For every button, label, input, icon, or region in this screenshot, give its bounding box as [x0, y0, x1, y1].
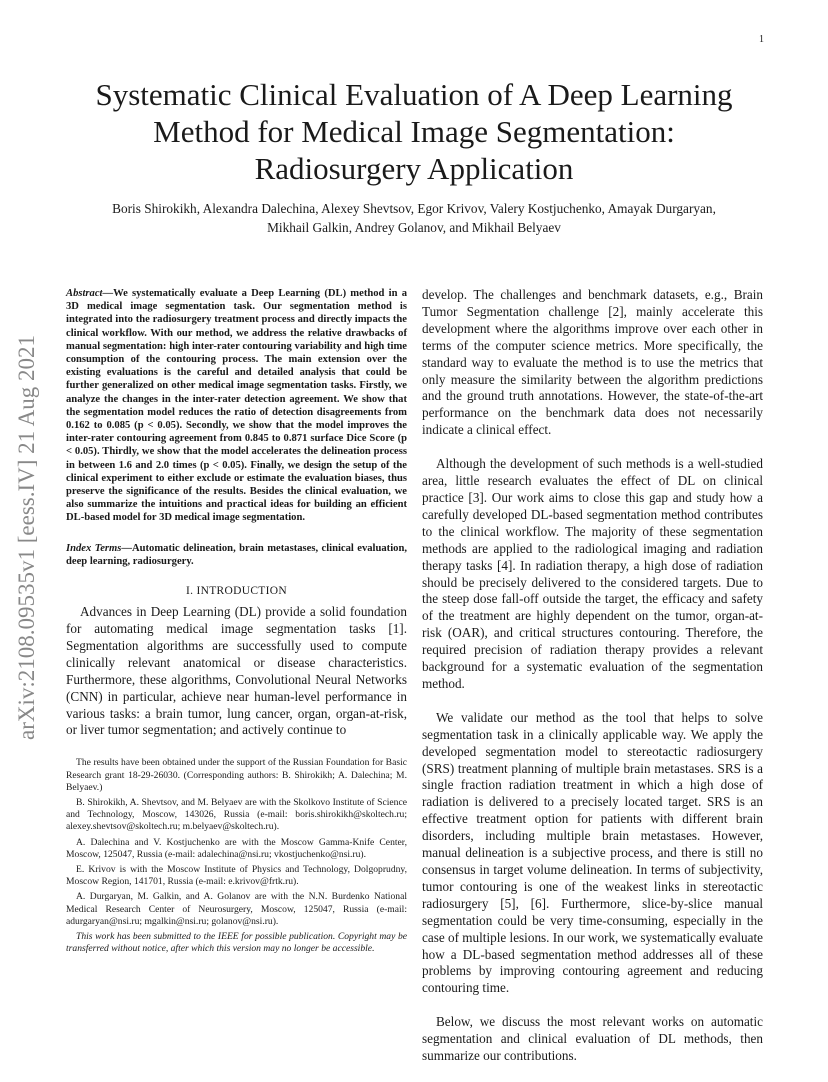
index-terms-lead: Index Terms	[66, 542, 122, 554]
footnote: B. Shirokikh, A. Shevtsov, and M. Belyaev are with the Skolkovo Institute of Science and Technology, Moscow, 143026, Russia (e-mail: boris.shirokikh@skoltech.ru; alexey.shevtsov@skoltech.ru; m.belyaev@skoltech.ru).	[66, 796, 407, 833]
arxiv-identifier-stamp: arXiv:2108.09535v1 [eess.IV] 21 Aug 2021	[14, 334, 39, 740]
footnote: A. Durgaryan, M. Galkin, and A. Golanov are with the N.N. Burdenko National Medical Research Center of Neurosurgery, Moscow, 125047, Russia (e-mail: adurgaryan@nsi.ru; mgalkin@nsi.ru; golanov@nsi.ru).	[66, 891, 407, 927]
footnotes	[66, 757, 407, 955]
abstract	[66, 287, 407, 525]
authors-line: Boris Shirokikh, Alexandra Dalechina, Alexey Shevtsov, Egor Krivov, Valery Kostjuchenko, Amayak Durgaryan,	[112, 201, 716, 216]
body-paragraph: We validate our method as the tool that helps to solve segmentation task in a clinically applicable way. We apply the developed segmentation model to stereotactic radiosurgery (SRS) treatment planning of multiple brain metastases. SRS is a single fraction radiation treatment in which a high dose of radiation is delivered to a precisely located target. SRS is an effective treatment option for patients with different brain disorders, including multiple brain metastases. However, manual delineation is a subjective process, and there is still no consensus in target volume delineation. In terms of subjectivity, tumor contouring is one of the weakest links in stereotactic radiosurgery [5], [6]. Furthermore, slice-by-slice manual segmentation could be very time-consuming, especially in the case of multiple lesions. In our work, we systematically evaluate how a DL-based segmentation method addresses all of these problems by improving contouring agreement and reducing contouring time.	[422, 709, 763, 996]
page-number: 1	[759, 34, 764, 45]
author-list	[60, 199, 768, 237]
footnote: E. Krivov is with the Moscow Institute of Physics and Technology, Dolgoprudny, Moscow Region, 141701, Russia (e-mail: e.krivov@frtk.ru).	[66, 863, 407, 888]
title-line: Method for Medical Image Segmentation:	[153, 114, 675, 149]
body-paragraph: develop. The challenges and benchmark datasets, e.g., Brain Tumor Segmentation challenge [2], mainly accelerate this development where the algorithms improve over each other in terms of the computer science metrics. More specifically, the standard way to evaluate the method is to use the metrics that only measure the similarity between the algorithm predictions and the ground truth annotations. However, the state-of-the-art performance on the benchmark data does not necessarily indicate a clinical effect.	[422, 287, 763, 438]
title-line: Radiosurgery Application	[254, 151, 574, 186]
abstract-lead: Abstract	[66, 288, 103, 299]
index-terms	[66, 542, 407, 568]
body-paragraph: Below, we discuss the most relevant works on automatic segmentation and clinical evaluation of DL methods, then summarize our contributions.	[422, 1014, 763, 1064]
section-heading-introduction: I. INTRODUCTION	[186, 585, 287, 598]
intro-paragraph: Advances in Deep Learning (DL) provide a solid foundation for automating medical image segmentation tasks [1]. Segmentation algorithms are successfully used to compute clinically relevant anatomical or disease characteristics. Furthermore, these algorithms, Convolutional Neural Networks (CNN) in particular, achieve near human-level performance in various tasks: a brain tumor, lung cancer, organ, organ-at-risk, or liver tumor segmentation; and actively continue to	[66, 604, 407, 738]
paper-title	[60, 76, 768, 187]
left-column	[66, 287, 407, 958]
abstract-text: —We systematically evaluate a Deep Learning (DL) method in a 3D medical image segmentation task. Our segmentation method is integrated into the radiosurgery treatment process and directly impacts the clinical workflow. With our method, we address the relative drawbacks of manual segmentation: high inter-rater contouring variability and high time consumption of the contouring process. The main extension over the existing evaluations is the careful and detailed analysis that could be further generalized on other medical image segmentation tasks. Firstly, we analyze the changes in the inter-rater detection agreement. We show that the segmentation model reduces the ratio of detection disagreements from 0.162 to 0.085 (p < 0.05). Secondly, we show that the model improves the inter-rater contouring agreement from 0.845 to 0.871 surface Dice Score (p < 0.05). Thirdly, we show that the model accelerates the delineation process in between 1.6 and 2.0 times (p < 0.05). Finally, we design the setup of the clinical experiment to either exclude or estimate the evaluation biases, thus preserve the significance of the results. Besides the clinical evaluation, we also summarize the intuitions and practical ideas for building an efficient DL-based model for 3D medical image segmentation.	[66, 288, 407, 524]
footnote-submission-notice: This work has been submitted to the IEEE for possible publication. Copyright may be transferred without notice, after which this version may no longer be accessible.	[66, 930, 407, 955]
index-terms-text: —Automatic delineation, brain metastases, clinical evaluation, deep learning, radiosurgery.	[66, 542, 407, 567]
title-line: Systematic Clinical Evaluation of A Deep Learning	[95, 77, 733, 112]
footnote: A. Dalechina and V. Kostjuchenko are with the Moscow Gamma-Knife Center, Moscow, 125047, Russia (e-mail: adalechina@nsi.ru; vkostjuchenko@nsi.ru).	[66, 836, 407, 860]
footnote: The results have been obtained under the support of the Russian Foundation for Basic Research grant 18-29-26030. (Corresponding authors: B. Shirokikh; A. Dalechina; M. Belyaev.)	[66, 757, 407, 793]
body-paragraph: Although the development of such methods is a well-studied area, little research evaluates the effect of DL on clinical practice [3]. Our work aims to close this gap and study how a carefully developed DL-based segmentation method contributes to the clinical workflow. The majority of these segmentation methods are applied to the radiological imaging and radiation therapy tasks [4]. In radiation therapy, a high dose of radiation should be precisely delivered to the considered targets. Due to the steep dose fall-off outside the target, the efficacy and safety of the treatment are highly dependent on the tumor, organ-at-risk (OAR), and critical structures contouring. Therefore, the required precision of radiation therapy provides a relevant background for a systematic evaluation of the segmentation method.	[422, 456, 763, 691]
right-column	[422, 287, 763, 1082]
authors-line: Mikhail Galkin, Andrey Golanov, and Mikhail Belyaev	[267, 220, 561, 235]
